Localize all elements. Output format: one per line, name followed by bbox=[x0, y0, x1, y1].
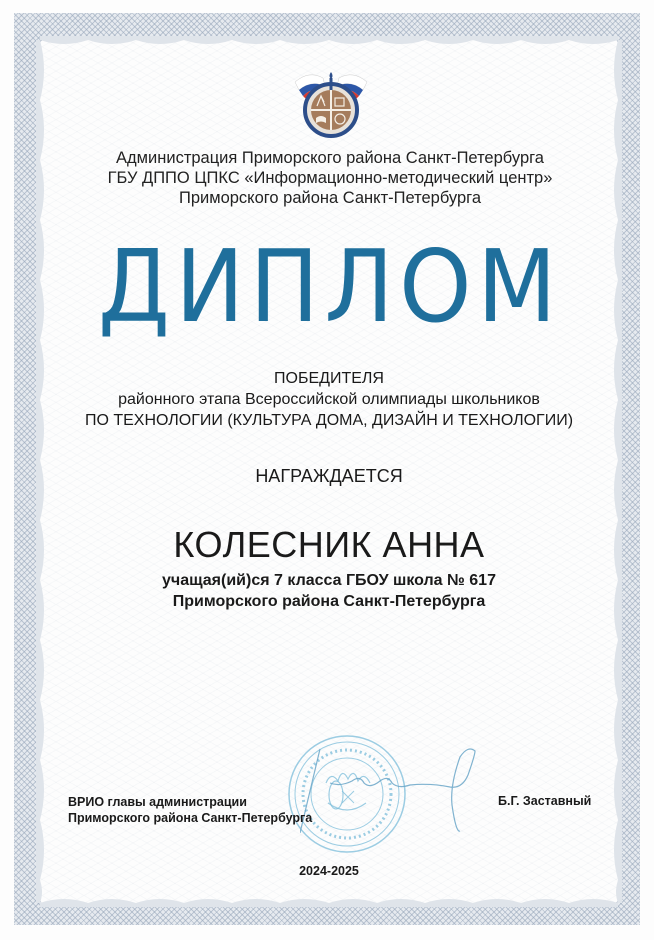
award-subject: ПО ТЕХНОЛОГИИ (КУЛЬТУРА ДОМА, ДИЗАЙН И ТЕХНОЛОГИИ) bbox=[84, 412, 574, 429]
recipient-name: КОЛЕСНИК АННА bbox=[173, 524, 485, 565]
signatory-title: ВРИО главы администрации bbox=[68, 795, 247, 809]
award-rank: ПОБЕДИТЕЛЯ bbox=[274, 370, 384, 387]
award-description bbox=[40, 368, 618, 431]
border-scallop-top bbox=[40, 36, 618, 46]
issuing-organization bbox=[60, 148, 600, 208]
award-event: районного этапа Всероссийской олимпиады школьников bbox=[118, 391, 540, 408]
all-russian-olympiad-emblem-icon bbox=[291, 66, 371, 138]
issuer-line: ГБУ ДППО ЦПКС «Информационно-методический центр» bbox=[107, 169, 553, 187]
academic-year: 2024-2025 bbox=[299, 864, 359, 878]
issuer-line: Администрация Приморского района Санкт-Петербурга bbox=[116, 149, 544, 167]
awarded-label: НАГРАЖДАЕТСЯ bbox=[255, 466, 403, 486]
issuer-line: Приморского района Санкт-Петербурга bbox=[178, 189, 482, 207]
recipient-school: учащая(ий)ся 7 класса ГБОУ школа № 617 bbox=[162, 572, 496, 589]
signatory-position bbox=[68, 794, 348, 826]
recipient-district: Приморского района Санкт-Петербурга bbox=[172, 593, 486, 610]
diploma-title: ДИПЛОМ bbox=[98, 228, 562, 345]
signatory-name: Б.Г. Заставный bbox=[498, 794, 592, 808]
border-scallop-bottom bbox=[40, 897, 618, 907]
recipient-details bbox=[40, 570, 618, 612]
signatory-district: Приморского района Санкт-Петербурга bbox=[68, 811, 313, 825]
